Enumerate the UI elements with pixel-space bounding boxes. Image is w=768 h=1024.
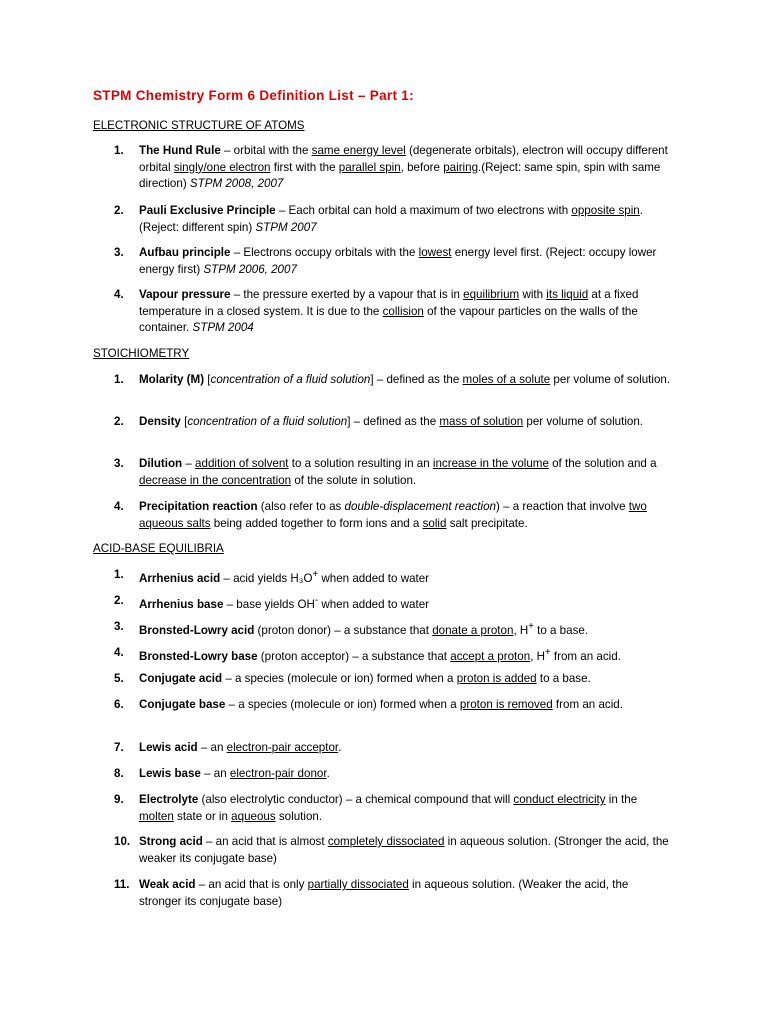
item-number: 11. xyxy=(114,878,130,891)
section-heading-stoichiometry: STOICHIOMETRY xyxy=(93,347,190,360)
item-number: 1. xyxy=(114,144,124,157)
definition-precipitation-reaction: 4. Precipitation reaction (also refer to as double-displacement reaction) – a reaction that involve two aqueous salts being added together to form ions and a solid salt precipitate. xyxy=(114,500,647,530)
definition-bronsted-lowry-base: 4. Bronsted-Lowry base (proton acceptor) – a substance that accept a proton, H+ from an acid. xyxy=(114,646,621,663)
item-number: 2. xyxy=(114,594,124,607)
definition-arrhenius-base: 2. Arrhenius base – base yields OH- when added to water xyxy=(114,594,430,611)
definition-weak-acid: 11. Weak acid – an acid that is only partially dissociated in aqueous solution. (Weaker the acid, the stronger its conjugate base) xyxy=(114,878,629,908)
item-number: 8. xyxy=(114,767,124,780)
item-number: 1. xyxy=(114,373,124,386)
definition-conjugate-acid: 5. Conjugate acid – a species (molecule or ion) formed when a proton is added to a base. xyxy=(114,671,674,688)
definition-lewis-base: 8. Lewis base – an electron-pair donor. xyxy=(114,766,674,783)
item-number: 1. xyxy=(114,568,124,581)
item-number: 2. xyxy=(114,415,124,428)
page-title: STPM Chemistry Form 6 Definition List – Part 1: xyxy=(93,88,414,103)
section-heading-acid-base: ACID-BASE EQUILIBRIA xyxy=(93,542,224,555)
item-number: 10. xyxy=(114,835,131,848)
definition-aufbau-principle: 3. Aufbau principle – Electrons occupy orbitals with the lowest energy level first. (Reject: occupy lower energy first) STPM 2006, 2007 xyxy=(114,246,657,276)
definition-strong-acid: 10. Strong acid – an acid that is almost completely dissociated in aqueous solution. (Stronger the acid, the weaker its conjugate base) xyxy=(114,835,669,865)
definition-pauli-principle: 2. Pauli Exclusive Principle – Each orbital can hold a maximum of two electrons with opposite spin. (Reject: different spin) STPM 2007 xyxy=(114,204,643,234)
item-number: 7. xyxy=(114,741,124,754)
item-number: 3. xyxy=(114,620,124,633)
definition-density: 2. Density [concentration of a fluid solution] – defined as the mass of solution per volume of solution. xyxy=(114,414,674,431)
section-heading-electronic-structure: ELECTRONIC STRUCTURE OF ATOMS xyxy=(93,119,305,132)
definition-hund-rule: 1. The Hund Rule – orbital with the same energy level (degenerate orbitals), electron will occupy different orbital singly/one electron first with the parallel spin, before pairing.(Reject: same spin, spin with same direction) STPM 2008, 2007 xyxy=(114,144,668,191)
item-number: 4. xyxy=(114,646,124,659)
item-number: 6. xyxy=(114,698,124,711)
item-number: 2. xyxy=(114,204,124,217)
item-number: 4. xyxy=(114,500,124,513)
definition-conjugate-base: 6. Conjugate base – a species (molecule or ion) formed when a proton is removed from an acid. xyxy=(114,697,674,714)
definition-dilution: 3. Dilution – addition of solvent to a solution resulting in an increase in the volume of the solution and a decrease in the concentration of the solute in solution. xyxy=(114,457,657,487)
definition-arrhenius-acid: 1. Arrhenius acid – acid yields H₃O+ when added to water xyxy=(114,568,430,585)
item-number: 9. xyxy=(114,793,124,806)
definition-vapour-pressure: 4. Vapour pressure – the pressure exerted by a vapour that is in equilibrium with its liquid at a fixed temperature in a closed system. It is due to the collision of the vapour particles on the walls of the container. STPM 2004 xyxy=(114,288,639,335)
definition-molarity: 1. Molarity (M) [concentration of a fluid solution] – defined as the moles of a solute per volume of solution. xyxy=(114,372,674,389)
item-number: 4. xyxy=(114,288,124,301)
definition-bronsted-lowry-acid: 3. Bronsted-Lowry acid (proton donor) – a substance that donate a proton, H+ to a base. xyxy=(114,620,589,637)
item-number: 3. xyxy=(114,457,124,470)
item-number: 3. xyxy=(114,246,124,259)
definition-lewis-acid: 7. Lewis acid – an electron-pair acceptor. xyxy=(114,740,674,757)
item-number: 5. xyxy=(114,672,124,685)
definition-electrolyte: 9. Electrolyte (also electrolytic conductor) – a chemical compound that will conduct electricity in the molten state or in aqueous solution. xyxy=(114,793,638,823)
